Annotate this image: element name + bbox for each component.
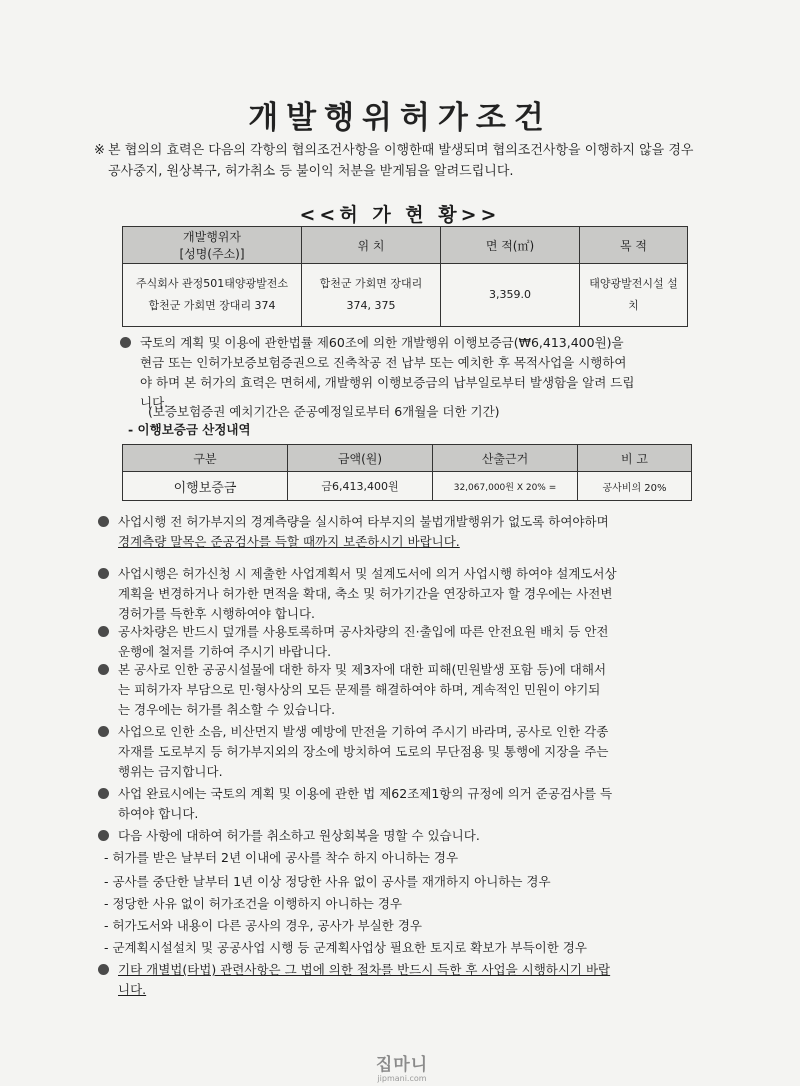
bullet-icon [98,830,109,841]
permit-status-table [122,226,688,327]
reference-mark: ※ [94,143,105,158]
bullet-icon [98,726,109,737]
site-watermark [362,1056,442,1083]
table-header-row [123,445,692,472]
intro-text: 본 협의의 효력은 다음의 각항의 협의조건사항을 이행한때 발생되며 협의조건사항을 이행하지 않을 경우 공사중지, 원상복구, 허가취소 등 불이익 처분을 받게됨을 알려드립니다. [108,143,694,179]
header-remarks: 비 고 [578,445,692,472]
table-header-row [123,227,688,264]
condition-item: 사업시행 전 허가부지의 경계측량을 실시하여 타부지의 불법개발행위가 없도록 하여야하며 경계측량 말목은 준공검사를 득할 때까지 보존하시기 바랍니다. [118,512,718,552]
header-basis: 산출근거 [433,445,578,472]
watermark-url: jipmani.com [377,1074,427,1083]
header-purpose: 목 적 [580,227,688,264]
cell-location: 합천군 가회면 장대리 374, 375 [302,264,441,327]
bullet-icon [98,964,109,975]
deposit-note: (보증보험증권 예치기간은 준공예정일로부터 6개월을 더한 기간) [148,404,500,419]
list-item: - 허가를 받은 날부터 2년 이내에 공사를 착수 하지 아니하는 경우 [104,850,459,865]
list-item: - 정당한 사유 없이 허가조건을 이행하지 아니하는 경우 [104,896,402,911]
intro-notice [94,140,704,182]
list-item: - 허가도서와 내용이 다른 공사의 경우, 공사가 부실한 경우 [104,918,422,933]
bullet-icon [120,337,131,348]
bullet-icon [98,516,109,527]
condition-item: 다음 사항에 대하여 허가를 취소하고 원상회복을 명할 수 있습니다. [118,826,718,846]
deposit-calc-heading: - 이행보증금 산정내역 [128,422,251,437]
watermark-logo: 집마니 [375,1055,429,1075]
condition-item: 본 공사로 인한 공공시설물에 대한 하자 및 제3자에 대한 피해(민원발생 포함 등)에 대해서 는 피허가자 부담으로 민·형사상의 모든 문제를 해결하여야 하며, 계속적인 민원이 야기되 는 경우에는 허가를 취소할 수 있습니다. [118,660,718,720]
condition-item: 기타 개별법(타법) 관련사항은 그 법에 의한 절차를 반드시 득한 후 사업을 시행하시기 바랍 니다. [118,960,718,1000]
cell-applicant: 주식회사 관정501태양광발전소 합천군 가회면 장대리 374 [123,264,302,327]
cell-remarks: 공사비의 20% [578,472,692,501]
cell-amount: 금6,413,400원 [288,472,433,501]
header-area: 면 적(㎡) [441,227,580,264]
cell-basis: 32,067,000원 X 20% = [433,472,578,501]
header-location: 위 치 [302,227,441,264]
condition-item: 사업으로 인한 소음, 비산먼지 발생 예방에 만전을 기하여 주시기 바라며, 공사로 인한 각종 자재를 도로부지 등 허가부지외의 장소에 방치하여 도로의 무단점용 및 통행에 지장을 주는 행위는 금지합니다. [118,722,718,782]
list-item: - 군계획시설설치 및 공공사업 시행 등 군계획사업상 필요한 토지로 확보가 부득이한 경우 [104,940,587,955]
condition-item: 사업 완료시에는 국토의 계획 및 이용에 관한 법 제62조제1항의 규정에 의거 준공검사를 득 하여야 합니다. [118,784,718,824]
cell-category: 이행보증금 [123,472,288,501]
table-row [123,472,692,501]
document-title: 개발행위허가조건 [248,100,552,136]
bullet-icon [98,568,109,579]
table-row [123,264,688,327]
condition-item: 공사차량은 반드시 덮개를 사용토록하며 공사차량의 진·출입에 따른 안전요원 배치 등 안전 운행에 철저를 기하여 주시기 바랍니다. [118,622,718,662]
bullet-icon [98,788,109,799]
condition-item: 사업시행은 허가신청 시 제출한 사업계획서 및 설계도서에 의거 사업시행 하여야 설계도서상 계획을 변경하거나 허가한 면적을 확대, 축소 및 허가기간을 연장하고자 할 경우에는 사전변 경허가를 득한후 시행하여야 합니다. [118,564,718,624]
bullet-icon [98,664,109,675]
bullet-icon [98,626,109,637]
list-item: - 공사를 중단한 날부터 1년 이상 정당한 사유 없이 공사를 재개하지 아니하는 경우 [104,874,551,889]
cell-purpose: 태양광발전시설 설치 [580,264,688,327]
header-amount: 금액(원) [288,445,433,472]
header-category: 구분 [123,445,288,472]
cell-area: 3,359.0 [441,264,580,327]
deposit-paragraph: 국토의 계획 및 이용에 관한법률 제60조에 의한 개발행위 이행보증금(₩6,413,400원)을 현금 또는 인허가보증보험증권으로 진축착공 전 납부 또는 예치한 후 목적사업을 시행하여 야 하며 본 허가의 효력은 면허세, 개발행위 이행보증금의 납부일로부터 발생함을 알려 드립 니다. [140,333,710,413]
permit-status-heading: <<허 가 현 황>> [299,204,501,226]
header-applicant: 개발행위자 [성명(주소)] [123,227,302,264]
deposit-calc-table [122,444,692,501]
